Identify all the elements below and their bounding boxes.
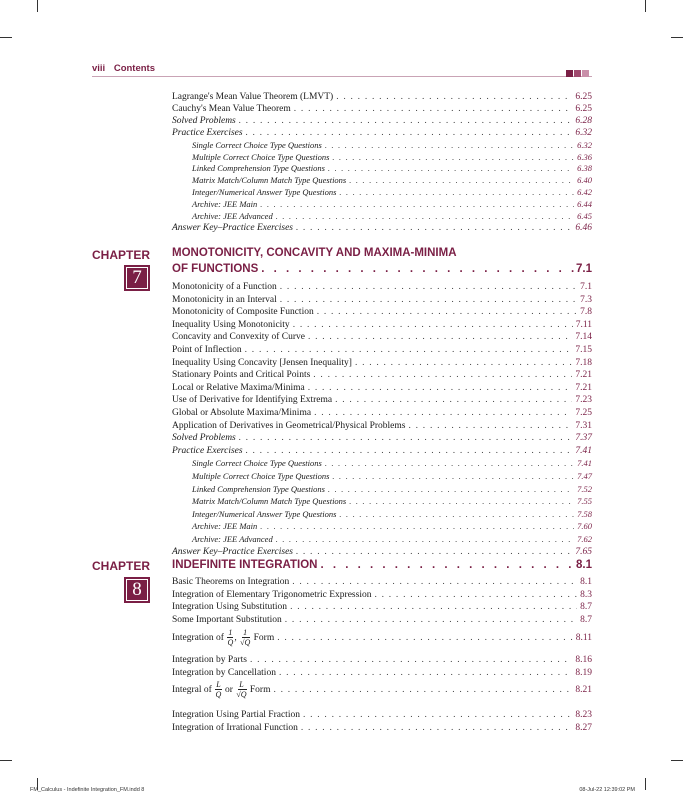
leader-dots [290, 601, 577, 613]
toc-entry[interactable] [172, 344, 592, 356]
leader-dots [250, 654, 572, 666]
leader-dots [325, 457, 574, 469]
leader-dots [258, 263, 576, 275]
toc-entry-title: Basic Theorems on Integration [172, 577, 290, 587]
toc-entry[interactable] [192, 483, 592, 495]
leader-dots [325, 139, 574, 151]
toc-entry[interactable] [192, 186, 592, 198]
fraction-l-over-q: $\frac{L}{Q}$ [215, 680, 222, 700]
toc-entry[interactable] [192, 508, 592, 520]
toc-entry[interactable] [192, 470, 592, 482]
leader-dots [246, 445, 573, 457]
toc-entry[interactable] [192, 457, 592, 469]
toc-entry-title: Inequality Using Monotonicity [172, 319, 290, 330]
leader-dots [276, 533, 574, 545]
toc-page: 7.55 [577, 496, 592, 507]
crop-mark [671, 760, 683, 761]
toc-entry-title: Monotonicity of a Function [172, 282, 277, 292]
toc-page: 8.7 [580, 614, 592, 625]
chapter-8-page: 8.1 [576, 559, 592, 571]
toc-page: 7.62 [577, 534, 592, 544]
leader-dots [239, 432, 573, 444]
toc-entry[interactable] [172, 546, 592, 558]
toc-entry-title: Monotonicity of Composite Function [172, 307, 314, 318]
toc-page: 6.45 [577, 211, 592, 221]
toc-entry-title: Single Correct Choice Type Questions [192, 458, 322, 469]
leader-dots [328, 483, 574, 495]
toc-entry-title: Local or Relative Maxima/Minima [172, 382, 305, 393]
fraction-1-over-q: $\frac{1}{Q}$ [227, 628, 234, 648]
toc-page: 6.46 [575, 222, 592, 233]
chapter-8-label: CHAPTER [92, 559, 151, 573]
toc-page: 8.3 [580, 589, 592, 600]
leader-dots [280, 281, 577, 293]
leader-dots [245, 344, 573, 356]
toc-page: 7.15 [575, 345, 592, 355]
toc-entry[interactable] [172, 601, 592, 613]
leader-dots [349, 174, 574, 186]
toc-page: 6.40 [577, 175, 592, 186]
toc-entry-title: Linked Comprehension Type Questions [192, 163, 325, 174]
toc-entry[interactable] [172, 654, 592, 666]
section-title: Contents [113, 63, 156, 74]
toc-page: 7.18 [575, 357, 592, 368]
toc-entry-title: Solved Problems [172, 433, 236, 444]
toc-entry-title: Practice Exercises [172, 127, 243, 138]
toc-page: 7.41 [577, 458, 592, 469]
chapter-7-label: CHAPTER [92, 248, 151, 262]
toc-entry[interactable] [172, 382, 592, 394]
leader-dots [293, 319, 573, 331]
leader-dots [239, 115, 573, 127]
toc-entry-fraction-1[interactable] [172, 628, 592, 648]
toc-entry[interactable] [172, 407, 592, 419]
leader-dots [280, 294, 577, 306]
toc-entry[interactable] [172, 319, 592, 331]
chapter-8-number: 8 [124, 577, 150, 603]
toc-entry-title: Archive: JEE Main [192, 199, 258, 210]
chapter-7-title-text: OF FUNCTIONS [172, 263, 259, 275]
toc-page: 7.65 [575, 546, 592, 557]
toc-page: 7.37 [575, 433, 592, 444]
toc-entry-title: Cauchy's Mean Value Theorem [172, 103, 291, 114]
toc-page: 6.42 [577, 187, 592, 198]
leader-dots [328, 162, 574, 174]
crop-mark [645, 0, 646, 12]
toc-entry-title: Matrix Match/Column Match Type Questions [192, 496, 347, 507]
leader-dots [335, 394, 572, 406]
leader-dots [260, 198, 574, 210]
toc-entry-title: Multiple Correct Choice Type Questions [192, 151, 330, 162]
fraction-l-over-sqrt-q: $\frac{L}{√Q}$ [236, 680, 247, 700]
toc-page: 7.21 [575, 382, 592, 393]
toc-entry-title: Use of Derivative for Identifying Extrema [172, 395, 333, 406]
header-square [574, 70, 581, 77]
toc-entry-title: Archive: JEE Main [192, 521, 258, 532]
toc-entry[interactable] [172, 420, 592, 432]
toc-page: 6.28 [575, 115, 592, 126]
toc-entry[interactable] [192, 533, 592, 545]
toc-entry[interactable] [192, 495, 592, 507]
running-header [92, 63, 161, 74]
toc-page: 7.60 [577, 521, 592, 532]
toc-entry[interactable] [192, 162, 592, 174]
toc-page: 7.52 [577, 483, 592, 494]
toc-entry[interactable] [172, 127, 592, 139]
toc-entry[interactable] [192, 210, 592, 222]
frac2-separator: or [225, 685, 233, 695]
toc-page: 7.8 [580, 307, 592, 318]
chapter-8-title-line[interactable] [172, 559, 592, 571]
toc-entry-title: Some Important Substitution [172, 614, 282, 625]
leader-dots [339, 508, 574, 520]
toc-page: 6.36 [577, 151, 592, 162]
toc-page: 7.11 [575, 319, 592, 330]
leader-dots [332, 470, 574, 482]
toc-entry[interactable] [172, 222, 592, 234]
toc-page: 7.58 [577, 508, 592, 519]
toc-page: 7.47 [577, 471, 592, 481]
toc-page: 8.19 [575, 667, 592, 678]
toc-entry[interactable] [192, 139, 592, 151]
leader-dots [277, 628, 572, 648]
toc-page: 7.25 [575, 408, 592, 418]
leader-dots [294, 103, 573, 115]
toc-entry-title: Answer Key–Practice Exercises [172, 546, 293, 557]
crop-mark [0, 760, 12, 761]
toc-entry-title: Integration Using Partial Fraction [172, 710, 300, 720]
toc-page: 6.32 [577, 139, 592, 150]
leader-dots [285, 614, 577, 626]
toc-entry-title: Integer/Numerical Answer Type Questions [192, 508, 337, 519]
toc-page: 7.21 [575, 370, 592, 381]
toc-entry[interactable] [192, 151, 592, 163]
toc-entry-title: Matrix Match/Column Match Type Questions [192, 175, 347, 186]
toc-entry-title: Global or Absolute Maxima/Minima [172, 408, 312, 418]
frac1-suffix: Form [253, 633, 275, 643]
toc-entry[interactable] [192, 198, 592, 210]
toc-entry-title: Lagrange's Mean Value Theorem (LMVT) [172, 92, 334, 102]
toc-entry-title: Integer/Numerical Answer Type Questions [192, 187, 337, 198]
header-square [582, 70, 589, 77]
leader-dots [336, 91, 572, 103]
leader-dots [317, 559, 576, 571]
toc-entry-title: Integration by Cancellation [172, 667, 276, 678]
chapter-7-title-line1: MONOTONICITY, CONCAVITY AND MAXIMA-MINIMA [172, 247, 457, 259]
toc-entry[interactable] [172, 722, 592, 734]
toc-page: 7.3 [580, 294, 592, 305]
footer-timestamp: 08-Jul-22 12:39:02 PM [579, 787, 635, 793]
toc-page: 8.27 [575, 722, 592, 733]
toc-entry[interactable] [172, 445, 592, 457]
chapter-7-page: 7.1 [576, 263, 592, 275]
leader-dots [273, 680, 572, 700]
toc-page: 7.41 [575, 445, 592, 456]
leader-dots [292, 576, 577, 588]
toc-entry[interactable] [192, 174, 592, 186]
header-rule [92, 76, 592, 77]
toc-page: 8.21 [575, 685, 592, 695]
toc-entry-title: Multiple Correct Choice Type Questions [192, 471, 330, 481]
toc-page: 8.7 [580, 602, 592, 613]
crop-mark [671, 37, 683, 38]
toc-entry-title: Concavity and Convexity of Curve [172, 332, 305, 343]
header-square [566, 70, 573, 77]
chapter-7-title-line2[interactable] [172, 263, 592, 275]
leader-dots [308, 382, 573, 394]
toc-entry-title: Integration by Parts [172, 655, 247, 665]
toc-entry-title: Single Correct Choice Type Questions [192, 139, 322, 150]
leader-dots [260, 520, 574, 532]
leader-dots [314, 407, 572, 419]
toc-entry-title: Inequality Using Concavity [Jensen Inequality] [172, 357, 352, 368]
toc-entry-title: Archive: JEE Advanced [192, 211, 273, 221]
toc-entry[interactable] [172, 281, 592, 293]
leader-dots [246, 127, 573, 139]
leader-dots [355, 357, 572, 369]
leader-dots [313, 369, 572, 381]
toc-entry[interactable] [172, 394, 592, 406]
toc-page: 6.38 [577, 163, 592, 174]
toc-page: 7.31 [575, 420, 592, 431]
toc-entry-title: Monotonicity in an Interval [172, 294, 277, 305]
toc-page: 8.23 [575, 710, 592, 720]
toc-entry-fraction-2[interactable] [172, 680, 592, 700]
toc-page: 6.32 [575, 127, 592, 138]
frac1-separator: , [234, 633, 237, 643]
frac2-prefix: Integral of [172, 685, 212, 695]
toc-entry-title: Archive: JEE Advanced [192, 534, 273, 544]
leader-dots [296, 222, 572, 234]
toc-entry[interactable] [172, 667, 592, 679]
toc-entry-title: Integration of Elementary Trigonometric Expression [172, 589, 372, 600]
toc-page: 8.1 [580, 577, 592, 587]
toc-page: 6.25 [575, 103, 592, 114]
page-number: viii [92, 63, 106, 74]
toc-entry-title: Application of Derivatives in Geometrical/Physical Problems [172, 420, 406, 431]
toc-entry[interactable] [172, 91, 592, 103]
leader-dots [303, 709, 572, 721]
leader-dots [409, 420, 573, 432]
crop-mark [645, 778, 646, 790]
leader-dots [349, 495, 574, 507]
toc-entry[interactable] [172, 576, 592, 588]
leader-dots [296, 546, 572, 558]
toc-entry[interactable] [172, 294, 592, 306]
toc-entry[interactable] [172, 709, 592, 721]
toc-entry[interactable] [172, 306, 592, 318]
crop-mark [0, 37, 12, 38]
toc-entry[interactable] [172, 331, 592, 343]
leader-dots [276, 210, 574, 222]
fraction-1-over-sqrt-q: $\frac{1}{√Q}$ [240, 628, 251, 648]
footer-file-info: FM_Calculus - Indefinite Integration_FM.indd 8 [30, 787, 145, 793]
toc-entry[interactable] [192, 520, 592, 532]
toc-entry-title: Linked Comprehension Type Questions [192, 483, 325, 494]
toc-entry-title: Integration Using Substitution [172, 602, 288, 613]
toc-entry-title: Solved Problems [172, 115, 236, 126]
leader-dots [339, 186, 574, 198]
frac2-suffix: Form [249, 685, 271, 695]
toc-page: 7.23 [575, 395, 592, 406]
leader-dots [301, 722, 573, 734]
leader-dots [279, 667, 572, 679]
toc-entry[interactable] [172, 614, 592, 626]
toc-page: 7.1 [580, 282, 592, 292]
toc-entry-title: Integration of Irrational Function [172, 722, 298, 733]
leader-dots [308, 331, 572, 343]
toc-entry-title: Practice Exercises [172, 445, 243, 456]
toc-page: 8.16 [575, 655, 592, 665]
toc-entry[interactable] [172, 357, 592, 369]
toc-entry-title: Answer Key–Practice Exercises [172, 222, 293, 233]
chapter-8-title-text: INDEFINITE INTEGRATION [172, 559, 318, 571]
toc-entry[interactable] [172, 369, 592, 381]
toc-page: 6.25 [575, 92, 592, 102]
toc-entry[interactable] [172, 432, 592, 444]
leader-dots [317, 306, 577, 318]
leader-dots [374, 589, 577, 601]
toc-entry-title: Point of Inflection [172, 345, 242, 355]
toc-entry[interactable] [172, 115, 592, 127]
crop-mark [37, 0, 38, 12]
leader-dots [332, 151, 574, 163]
toc-page: 8.11 [575, 633, 592, 643]
chapter-7-number: 7 [124, 265, 150, 291]
frac1-prefix: Integration of [172, 633, 224, 643]
toc-page: 7.14 [575, 332, 592, 343]
toc-entry-title: Stationary Points and Critical Points [172, 370, 311, 381]
toc-entry[interactable] [172, 589, 592, 601]
toc-entry[interactable] [172, 103, 592, 115]
toc-page: 6.44 [577, 199, 592, 210]
